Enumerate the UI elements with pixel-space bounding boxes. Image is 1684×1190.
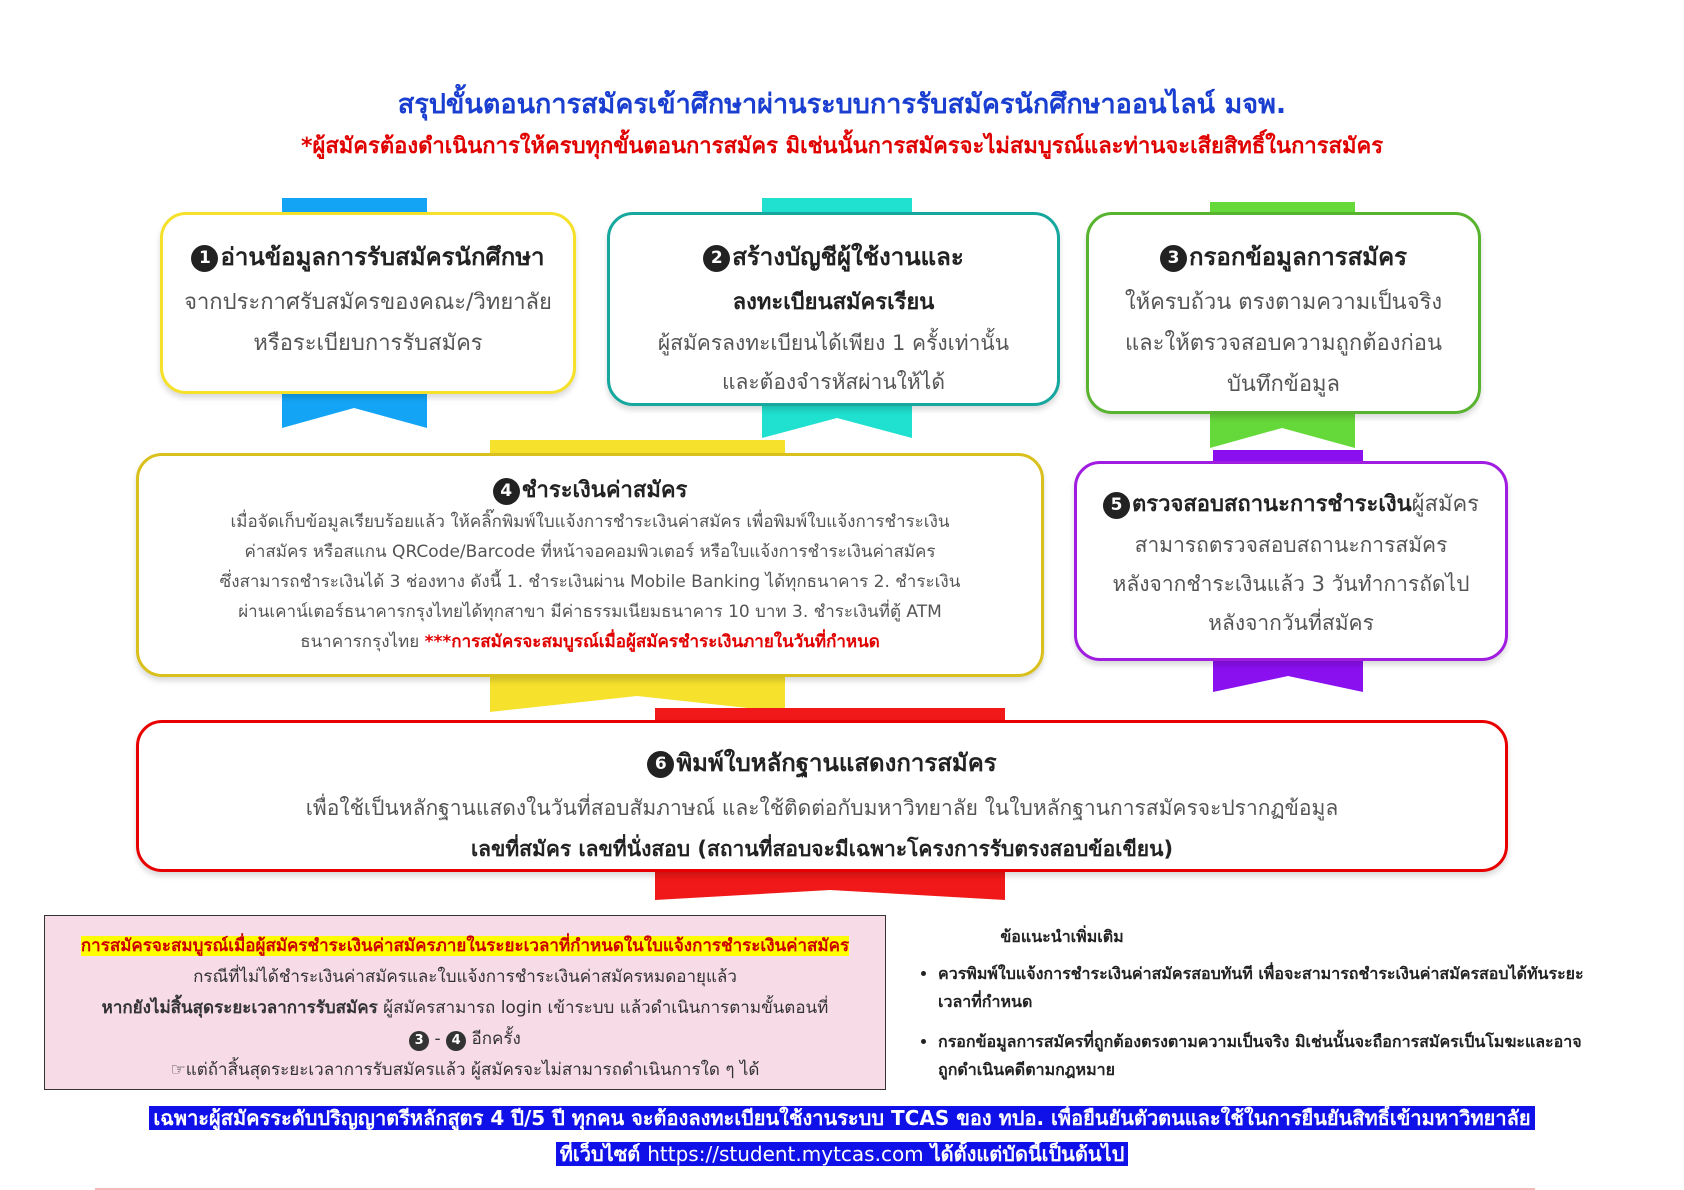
step5-line2: หลังจากชำระเงินแล้ว 3 วันทำการถัดไป — [1112, 572, 1470, 596]
step3-number-icon: 3 — [1160, 245, 1187, 272]
step3-line3: บันทึกข้อมูล — [1226, 372, 1341, 397]
step5-number-icon: 5 — [1103, 492, 1130, 519]
tips-list — [912, 960, 1592, 1084]
note-again: อีกครั้ง — [466, 1029, 521, 1049]
tcas-link[interactable]: https://student.mytcas.com — [647, 1142, 924, 1166]
step2-line2: และต้องจำรหัสผ่านให้ได้ — [722, 370, 945, 394]
note-line5: ☞แต่ถ้าสิ้นสุดระยะเวลาการรับสมัครแล้ว ผู้สมัครจะไม่สามารถดำเนินการใด ๆ ได้ — [170, 1060, 760, 1080]
step4-line2: ค่าสมัคร หรือสแกน QRCode/Barcode ที่หน้าจอคอมพิวเตอร์ หรือใบแจ้งการชำระเงินค่าสมัคร — [244, 542, 936, 562]
step1-title: อ่านข้อมูลการรับสมัครนักศึกษา — [220, 243, 545, 271]
step6-title: พิมพ์ใบหลักฐานแสดงการสมัคร — [676, 749, 997, 777]
page-title: สรุปขั้นตอนการสมัครเข้าศึกษาผ่านระบบการรับสมัครนักศึกษาออนไลน์ มจพ. — [397, 89, 1287, 120]
step1-ribbon-bottom — [282, 388, 427, 428]
step5-title-tail: ผู้สมัคร — [1411, 492, 1479, 517]
footer-line2-pre: ที่เว็บไซต์ — [559, 1142, 648, 1166]
footer-line1: เฉพาะผู้สมัครระดับปริญญาตรีหลักสูตร 4 ปี/5 ปี ทุกคน จะต้องลงทะเบียนใช้งานระบบ TCAS ของ ทปอ. เพื่อยืนยันตัวตนและใช้ในการยืนยันสิทธิ์เข้ามหาวิทยาลัย — [149, 1106, 1534, 1130]
step3-card — [1086, 212, 1481, 414]
step6-line2: เลขที่สมัคร เลขที่นั่งสอบ (สถานที่สอบจะมีเฉพาะโครงการรับตรงสอบข้อเขียน) — [470, 837, 1174, 861]
step5-line3: หลังจากวันที่สมัคร — [1208, 611, 1374, 635]
page-subtitle-warning: *ผู้สมัครต้องดำเนินการให้ครบทุกขั้นตอนการสมัคร มิเช่นนั้นการสมัครจะไม่สมบูรณ์และท่านจะเสียสิทธิ์ในการสมัคร — [300, 134, 1384, 159]
step1-line1: จากประกาศรับสมัครของคณะ/วิทยาลัย — [184, 290, 552, 315]
tips-heading: ข้อแนะนำเพิ่มเติม — [1000, 927, 1124, 946]
step3-line2: และให้ตรวจสอบความถูกต้องก่อน — [1124, 331, 1443, 356]
step4-number-icon: 4 — [493, 478, 520, 505]
step2-title-line2: ลงทะเบียนสมัครเรียน — [732, 290, 935, 315]
step5-line1: สามารถตรวจสอบสถานะการสมัคร — [1134, 533, 1448, 557]
step5-card — [1074, 461, 1508, 661]
step4-card — [136, 453, 1044, 677]
note-line3-bold: หากยังไม่สิ้นสุดระยะเวลาการรับสมัคร — [101, 998, 378, 1018]
step4-line3: ซึ่งสามารถชำระเงินได้ 3 ช่องทาง ดังนี้ 1. ชำระเงินผ่าน Mobile Banking ได้ทุกธนาคาร 2. ชำระเงิน — [219, 572, 961, 592]
step3-line1: ให้ครบถ้วน ตรงตามความเป็นจริง — [1124, 290, 1443, 315]
step3-title: กรอกข้อมูลการสมัคร — [1188, 243, 1408, 271]
step2-card — [607, 212, 1060, 406]
step6-card — [136, 720, 1508, 872]
tips-item-2: • กรอกข้อมูลการสมัครที่ถูกต้องตรงตามความเป็นจริง มิเช่นนั้นจะถือการสมัครเป็นโมฆะและอาจถูกดำเนินคดีตามกฎหมาย — [938, 1028, 1592, 1084]
step4-line1: เมื่อจัดเก็บข้อมูลเรียบร้อยแล้ว ให้คลิ๊กพิมพ์ใบแจ้งการชำระเงินค่าสมัคร เพื่อพิมพ์ใบแจ้งการชำระเงิน — [230, 512, 950, 532]
step4-line5: ธนาคารกรุงไทย — [300, 632, 425, 652]
step4-title: ชำระเงินค่าสมัคร — [521, 478, 688, 503]
note-highlight: การสมัครจะสมบูรณ์เมื่อผู้สมัครชำระเงินค่าสมัครภายในระยะเวลาที่กำหนดในใบแจ้งการชำระเงินค่าสมัคร — [80, 936, 850, 956]
step1-card — [160, 212, 576, 394]
step6-number-icon: 6 — [647, 751, 674, 778]
step6-ribbon-bottom — [655, 868, 1005, 900]
step2-line1: ผู้สมัครลงทะเบียนได้เพียง 1 ครั้งเท่านั้น — [657, 331, 1010, 355]
step1-number-icon: 1 — [191, 245, 218, 272]
step4-complete-warning: ***การสมัครจะสมบูรณ์เมื่อผู้สมัครชำระเงินภายในวันที่กำหนด — [424, 632, 880, 652]
tips-item-1: • ควรพิมพ์ใบแจ้งการชำระเงินค่าสมัครสอบทันที เพื่อจะสามารถชำระเงินค่าสมัครสอบได้ทันระยะเวลาที่กำหนด — [938, 960, 1592, 1016]
note-step3-icon: 3 — [409, 1031, 429, 1051]
tcas-footer — [0, 1100, 1684, 1172]
step2-title: สร้างบัญชีผู้ใช้งานและ — [732, 243, 964, 271]
step2-number-icon: 2 — [703, 245, 730, 272]
step1-line2: หรือระเบียบการรับสมัคร — [253, 331, 483, 356]
note-line2: กรณีที่ไม่ได้ชำระเงินค่าสมัครและใบแจ้งการชำระเงินค่าสมัครหมดอายุแล้ว — [193, 967, 737, 987]
note-step4-icon: 4 — [446, 1031, 466, 1051]
step4-line4: ผ่านเคาน์เตอร์ธนาคารกรุงไทยได้ทุกสาขา มีค่าธรรมเนียมธนาคาร 10 บาท 3. ชำระเงินที่ตู้ ATM — [238, 602, 942, 622]
tips-section — [912, 925, 1592, 1096]
step3-ribbon-bottom — [1210, 408, 1355, 448]
note-line3-rest: ผู้สมัครสามารถ login เข้าระบบ แล้วดำเนินการตามขั้นตอนที่ — [377, 998, 829, 1018]
step6-line1: เพื่อใช้เป็นหลักฐานแสดงในวันที่สอบสัมภาษณ์ และใช้ติดต่อกับมหาวิทยาลัย ในใบหลักฐานการสมัครจะปรากฏข้อมูล — [305, 796, 1339, 820]
step5-title: ตรวจสอบสถานะการชำระเงิน — [1132, 492, 1412, 517]
footer-line2-post: ได้ตั้งแต่บัดนี้เป็นต้นไป — [923, 1142, 1125, 1166]
note-dash: - — [429, 1029, 447, 1049]
